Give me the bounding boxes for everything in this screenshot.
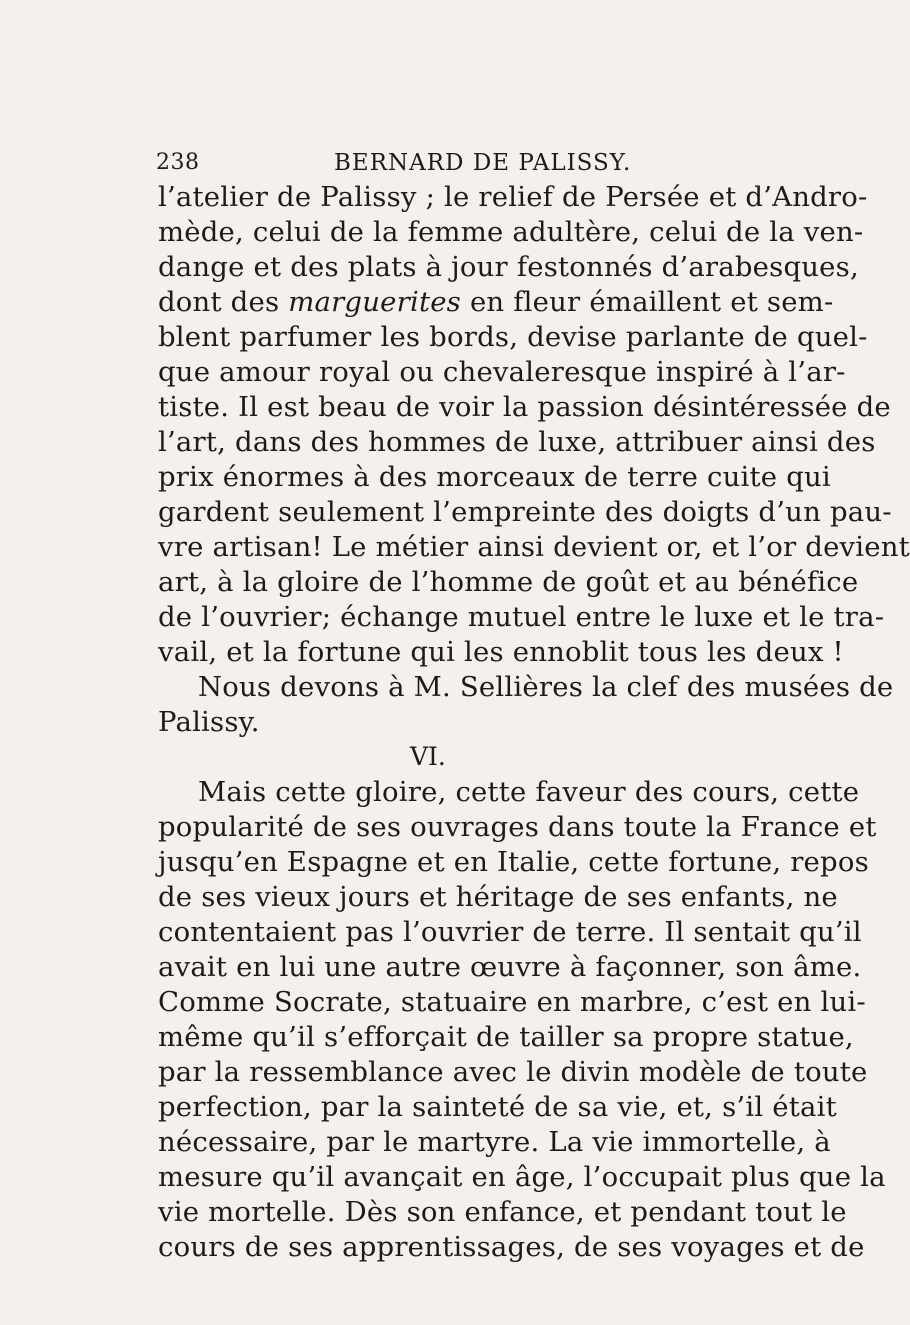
italic-word: marguerites: [288, 286, 461, 318]
text-line: avait en lui une autre œuvre à façonner, son âme.: [158, 951, 862, 983]
text-line: Palissy.: [158, 706, 260, 738]
running-title: BERNARD DE PALISSY.: [334, 150, 632, 176]
text-line: Mais cette gloire, cette faveur des cours, cette: [198, 776, 860, 808]
text-line: Nous devons à M. Sellières la clef des musées de: [198, 671, 894, 703]
text-line: l’atelier de Palissy ; le relief de Persée et d’Andro-: [158, 181, 868, 213]
text-line: jusqu’en Espagne et en Italie, cette fortune, repos: [158, 846, 869, 878]
text-line: mède, celui de la femme adultère, celui de la ven-: [158, 216, 864, 248]
text-line: blent parfumer les bords, devise parlante de quel-: [158, 321, 868, 353]
text-line: tiste. Il est beau de voir la passion désintéressée de: [158, 391, 891, 423]
text-line: vail, et la fortune qui les ennoblit tous les deux !: [158, 636, 844, 668]
text-line: mesure qu’il avançait en âge, l’occupait plus que la: [158, 1161, 886, 1193]
text-line: prix énormes à des morceaux de terre cuite qui: [158, 461, 831, 493]
text-line: par la ressemblance avec le divin modèle de toute: [158, 1056, 868, 1088]
paragraph-1: [158, 180, 910, 740]
text-run: dont des: [158, 286, 289, 318]
page-header: [156, 150, 716, 180]
section-heading: VI.: [410, 742, 446, 771]
text-line-with-italic: [158, 285, 834, 320]
text-line: perfection, par la sainteté de sa vie, et, s’il était: [158, 1091, 837, 1123]
text-line: art, à la gloire de l’homme de goût et au bénéfice: [158, 566, 859, 598]
text-line: Comme Socrate, statuaire en marbre, c’est en lui-: [158, 986, 866, 1018]
page-number: 238: [156, 150, 200, 175]
text-line: gardent seulement l’empreinte des doigts d’un pau-: [158, 496, 892, 528]
paragraph-2: [158, 775, 886, 1265]
text-line: nécessaire, par le martyre. La vie immortelle, à: [158, 1126, 831, 1158]
text-line: contentaient pas l’ouvrier de terre. Il sentait qu’il: [158, 916, 862, 948]
text-line: dange et des plats à jour festonnés d’arabesques,: [158, 251, 859, 283]
text-line: l’art, dans des hommes de luxe, attribuer ainsi des: [158, 426, 876, 458]
text-line: que amour royal ou chevaleresque inspiré à l’ar-: [158, 356, 846, 388]
text-line: vie mortelle. Dès son enfance, et pendant tout le: [158, 1196, 847, 1228]
text-run: en fleur émaillent et sem-: [461, 286, 834, 318]
text-line: de ses vieux jours et héritage de ses enfants, ne: [158, 881, 838, 913]
text-line: vre artisan! Le métier ainsi devient or, et l’or devient: [158, 531, 910, 563]
text-line: cours de ses apprentissages, de ses voyages et de: [158, 1231, 865, 1263]
text-line: popularité de ses ouvrages dans toute la France et: [158, 811, 877, 843]
text-line: même qu’il s’efforçait de tailler sa propre statue,: [158, 1021, 854, 1053]
text-line: de l’ouvrier; échange mutuel entre le luxe et le tra-: [158, 601, 885, 633]
